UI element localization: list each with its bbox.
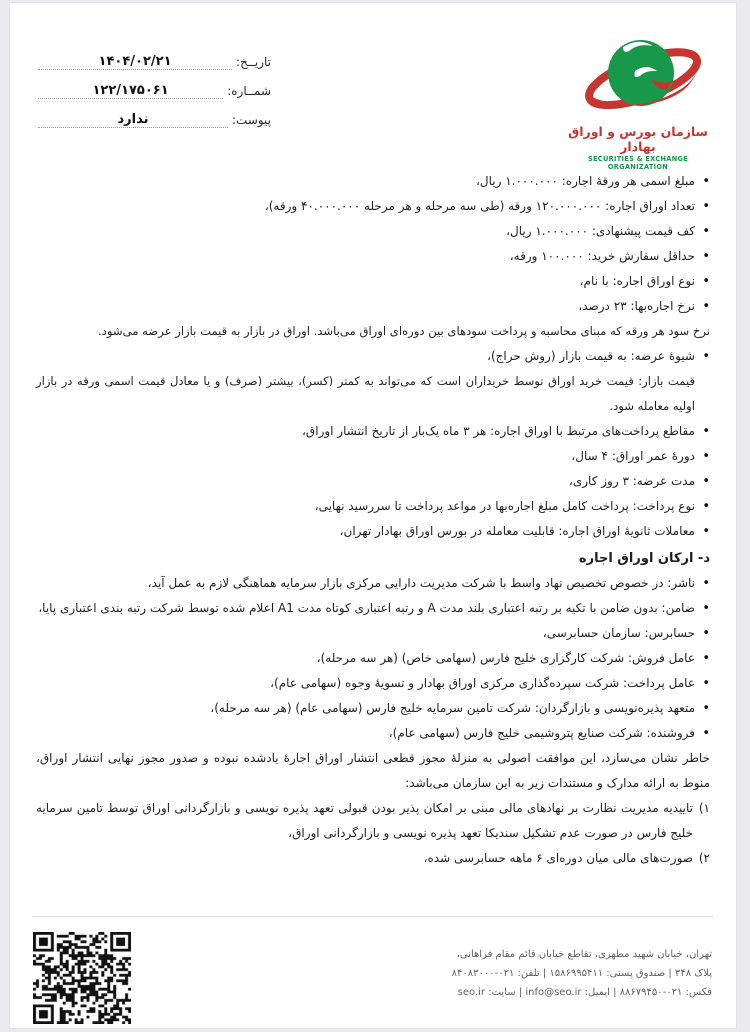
bullet-item: • حداقل سفارش خرید: ۱۰۰.۰۰۰ ورقه، (36, 244, 710, 269)
qr-code (33, 932, 131, 1024)
bullet-item: • فروشنده: شرکت صنایع پتروشیمی خلیج فارس (سهامی عام)، (36, 721, 710, 746)
bullet-item: • کف قیمت پیشنهادی: ۱.۰۰۰.۰۰۰ ریال، (36, 219, 710, 244)
numbered-item-marker: ۱) (698, 801, 710, 815)
bullet-item: • مبلغ اسمی هر ورقهٔ اجاره: ۱.۰۰۰.۰۰۰ ریال، (36, 169, 710, 194)
bullet-item: • ضامن: بدون ضامن با تکیه بر رتبه اعتباری بلند مدت A و رتبه اعتباری کوتاه مدت A1 اعلام شده توسط شرکت رتبه بندی اعتباری پایا، (36, 596, 710, 621)
bullet-item: • حسابرس: سازمان حسابرسی، (36, 621, 710, 646)
section-heading: د- ارکان اوراق اجاره (578, 551, 710, 566)
bullet-item: • عامل پرداخت: شرکت سپرده‌گذاری مرکزی اوراق بهادار و تسویهٔ وجوه (سهامی عام)، (36, 671, 710, 696)
bullet-item: • معاملات ثانویهٔ اوراق اجاره: قابلیت معامله در بورس اوراق بهادار تهران، (36, 519, 710, 544)
closing-paragraph: خاطر نشان می‌سازد، این موافقت اصولی به منزلهٔ مجوز قطعی انتشار اوراق اجارهٔ یادشده نبوده و صدور مجوز نهایی انتشار اوراق، منوط به ارائه مدارک و مستندات زیر به این سازمان می‌باشد: (36, 751, 710, 790)
org-logo-icon (563, 31, 713, 119)
attachment-line (38, 111, 228, 128)
number-label: شمــاره: (227, 84, 271, 98)
header-field-date (38, 41, 273, 70)
document-body (36, 169, 710, 871)
numbered-item-marker: ۲) (698, 851, 710, 865)
org-name-farsi: سازمان بورس و اوراق بهادار (568, 124, 708, 154)
header-fields (38, 41, 273, 128)
numbered-item (36, 846, 710, 871)
bullet-item: • نوع پرداخت: پرداخت کامل مبلغ اجاره‌بها در مواعد پرداخت تا سررسید نهایی، (36, 494, 710, 519)
bullet-item: • دورهٔ عمر اوراق: ۴ سال، (36, 444, 710, 469)
org-logo (558, 31, 718, 171)
org-name-english: SECURITIES & EXCHANGE ORGANIZATION (587, 155, 689, 171)
header-field-number (38, 70, 273, 99)
note-line: نرخ سود هر ورقه که مبنای محاسبه و پرداخت سودهای بین دوره‌ای اوراق می‌باشد. اوراق در بازار به قیمت بازار عرضه می‌شود. (98, 324, 710, 338)
attachment-value: ندارد (117, 112, 149, 127)
number-value: ۱۲۲/۱۷۵۰۶۱ (92, 83, 169, 98)
bullet-item: • متعهد پذیره‌نویسی و بازارگردان: شرکت تامین سرمایه خلیج فارس (سهامی عام) (هر سه مرحله)، (36, 696, 710, 721)
bullet-item: • عامل فروش: شرکت کارگزاری خلیج فارس (سهامی خاص) (هر سه مرحله)، (36, 646, 710, 671)
footer-divider (32, 916, 714, 917)
numbered-item-text: صورت‌های مالی میان دوره‌ای ۶ ماهه حسابرسی شده، (423, 851, 693, 865)
footer-line-address: تهران، خیابان شهید مطهری، تقاطع خیابان قائم مقام فراهانی، (456, 949, 712, 960)
footer-line-phone: پلاک ۳۴۸ | صندوق پستی: ۱۵۸۶۹۹۵۴۱۱ | تلفن: ۰۲۱-۸۴۰۸۳۰۰۰ (451, 968, 712, 979)
bullet-item: • نوع اوراق اجاره: با نام، (36, 269, 710, 294)
bullet-item: • مدت عرضه: ۳ روز کاری، (36, 469, 710, 494)
bullet-item: • تعداد اوراق اجاره: ۱۲۰.۰۰۰.۰۰۰ ورقه (طی سه مرحله و هر مرحله ۴۰.۰۰۰.۰۰۰ ورقه)، (36, 194, 710, 219)
bullet-item: • شیوهٔ عرضه: به قیمت بازار (روش حراج)، (36, 344, 710, 369)
bullet-item: • ناشر: در خصوص تخصیص نهاد واسط با شرکت مدیریت دارایی مرکزی بازار سرمایه هماهنگی لازم به عمل آید، (36, 571, 710, 596)
header-field-attachment (38, 99, 273, 128)
number-line (38, 82, 223, 99)
note-line: قیمت بازار: قیمت خرید اوراق توسط خریداران است که می‌تواند به کمتر (کسر)، بیشتر (صرف) و یا معادل قیمت اسمی ورقه در بازار اولیه معامله شود. (36, 374, 695, 413)
date-value: ۱۴۰۴/۰۲/۲۱ (98, 54, 172, 69)
attachment-label: پیوست: (231, 113, 271, 127)
date-line (38, 53, 232, 70)
bullet-item: • مقاطع پرداخت‌های مرتبط با اوراق اجاره: هر ۳ ماه یک‌بار از تاریخ انتشار اوراق، (36, 419, 710, 444)
date-label: تاریــخ: (236, 55, 271, 69)
numbered-item-text: تاییدیه مدیریت نظارت بر نهادهای مالی مبنی بر امکان پذیر بودن قبولی تعهد پذیره نویسی و بازارگردانی اوراق توسط تامین سرمایه خلیج فارس در صورت عدم تشکیل سندیکا تعهد پذیره نویسی و بازارگردانی اوراق، (36, 801, 693, 840)
numbered-item (36, 796, 710, 846)
footer-line-contact: فکس: ۰۲۱-۸۸۶۷۹۴۵۰ | ایمیل: info@seo.ir | سایت: seo.ir (457, 987, 712, 998)
document-page (9, 2, 737, 1029)
footer-address (452, 945, 712, 1002)
bullet-item: • نرخ اجاره‌بها: ۲۳ درصد، (36, 294, 710, 319)
